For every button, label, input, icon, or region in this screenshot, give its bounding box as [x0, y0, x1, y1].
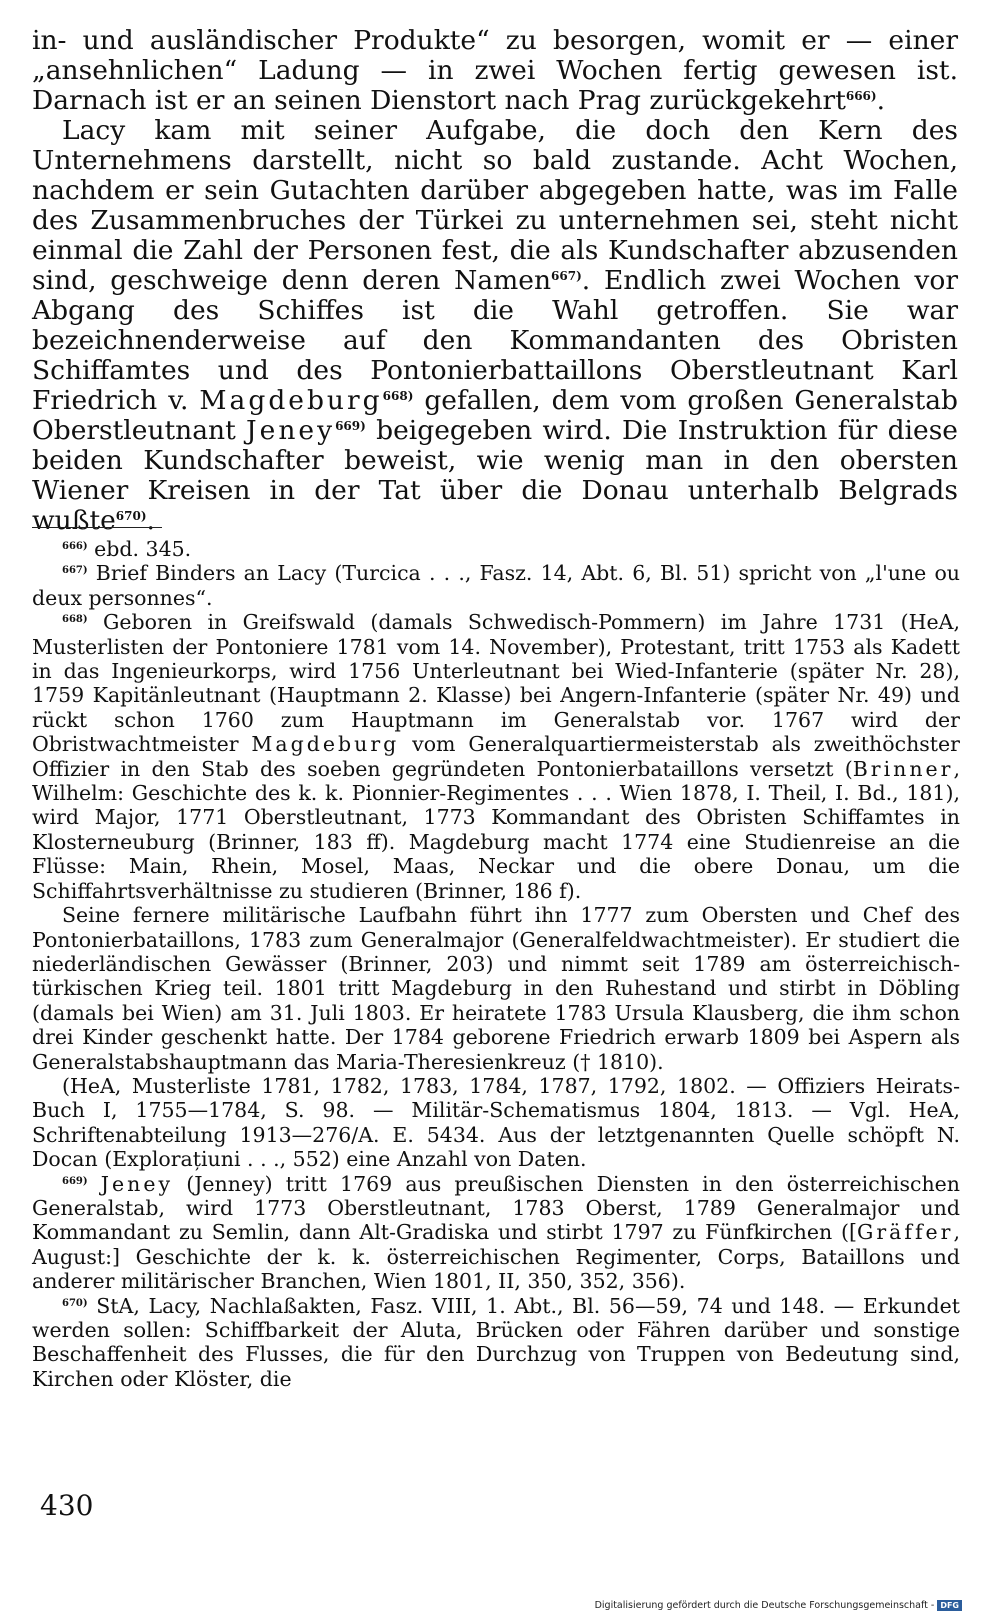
footnote-666: $^{666)}$ ebd. 345. [62, 537, 192, 561]
main-text [32, 26, 958, 536]
name-jeney: Jeney [246, 415, 336, 446]
footnote-ref-670[interactable]: 670) [115, 509, 147, 523]
footnote-668-continued: Seine fernere militärische Laufbahn führt ihn 1777 zum Obersten und Chef des Pontonierbataillons, 1783 zum Generalmajor (Generalfeldwachtmeister). Er studiert die niederländischen Gewässer (Brinner, 203) und nimmt seit 1789 am österreichisch-türkischen Krieg teil. 1801 tritt Magdeburg in den Ruhestand und stirbt in Döbling (damals bei Wien) am 31. Juli 1803. Er heiratete 1783 Ursula Klausberg, die ihm schon drei Kinder geschenkt hatte. Der 1784 geborene Friedrich erwarb 1809 bei Aspern als Generalstabshauptmann das Maria-Theresienkreuz († 1810). [32, 903, 960, 1074]
footnote-667: $^{667)}$ Brief Binders an Lacy (Turcica . . ., Fasz. 14, Abt. 6, Bl. 51) spricht von „l'une ou deux personnes“. [32, 561, 960, 610]
footnote-670: $^{670)}$ StA, Lacy, Nachlaßakten, Fasz. VIII, 1. Abt., Bl. 56—59, 74 und 148. — Erkundet werden sollen: Schiffbarkeit der Aluta, Brücken oder Fähren darüber und sonstige Beschaffenheit des Flusses, die für den Durchzug von Truppen von Bedeutung sind, Kirchen oder Klöster, die [32, 1293, 960, 1391]
footnote-ref-666[interactable]: 666) [845, 89, 877, 103]
footnote-668-sources: (HeA, Musterliste 1781, 1782, 1783, 1784, 1787, 1792, 1802. — Offiziers Heirats-Buch I, 1755—1784, S. 98. — Militär-Schematismus 1804, 1813. — Vgl. HeA, Schriftenabteilung 1913—276/A. E. 5434. Aus der letztgenannten Quelle schöpft N. Docan (Explorațiuni . . ., 552) eine Anzahl von Daten. [32, 1073, 960, 1172]
digitization-credit [595, 1597, 962, 1613]
footnote-ref-669[interactable]: 669) [335, 419, 366, 433]
footnote-ref-667[interactable]: 667) [551, 269, 582, 283]
footnote-668: $^{668)}$ Geboren in Greifswald (damals Schwedisch-Pommern) im Jahre 1731 (HeA, Musterlisten der Pontoniere 1781 vom 14. November), Protestant, tritt 1753 als Kadett in das Ingenieurkorps, wird 1756 Unterleutnant bei Wied-Infanterie (später Nr. 28), 1759 Kapitänleutnant (Hauptmann 2. Klasse) bei Angern-Infanterie (später Nr. 49) und rückt schon 1760 zum Hauptmann im Generalstab vor. 1767 wird der Obristwachtmeister Magdeburg vom Generalquartiermeisterstab als zweithöchster Offizier in den Stab des soeben gegründeten Pontonierbataillons versetzt (Brinner, Wilhelm: Geschichte des k. k. Pionnier-Regimentes . . . Wien 1878, I. Theil, I. Bd., 181), wird Major, 1771 Oberstleutnant, 1773 Kommandant des Obristen Schiffamtes in Klosterneuburg (Brinner, 183 ff). Magdeburg macht 1774 eine Studienreise an die Flüsse: Main, Rhein, Mosel, Maas, Neckar und die obere Donau, um die Schiffahrtsverhältnisse zu studieren (Brinner, 186 f). [32, 610, 960, 903]
name-magdeburg: Magdeburg [199, 385, 383, 416]
footnote-ref-668[interactable]: 668) [382, 389, 414, 403]
paragraph-2: Lacy kam mit seiner Aufgabe, die doch den Kern des Unternehmens darstellt, nicht so bald zustande. Acht Wochen, nachdem er sein Gutachten darüber abgegeben hatte, was im Falle des Zusammenbruches der Türkei zu unternehmen sei, steht nicht einmal die Zahl der Personen fest, die als Kundschafter abzusenden sind, geschweige denn deren Namen$^{667)}$. Endlich zwei Wochen vor Abgang des Schiffes ist die Wahl getroffen. Sie war bezeichnenderweise auf den Kommandanten des Obristen Schiffamtes und des Pontonierbattaillons Oberstleutnant Karl Friedrich v. Magdeburg$^{668)}$ gefallen, dem vom großen Generalstab Oberstleutnant Jeney$^{669)}$ beigegeben wird. Die Instruktion für diese beiden Kundschafter beweist, wie wenig man in den obersten Wiener Kreisen in der Tat über die Donau unterhalb Belgrads wußte$^{670)}$. [32, 115, 958, 536]
footnote-669: $^{669)}$ Jeney (Jenney) tritt 1769 aus preußischen Diensten in den österreichischen Generalstab, wird 1773 Oberstleutnant, 1783 Oberst, 1789 Generalmajor und Kommandant zu Semlin, dann Alt-Gradiska und stirbt 1797 zu Fünfkirchen ([Gräffer, August:] Geschichte der k. k. österreichischen Regimenter, Corps, Bataillons und anderer militärischer Branchen, Wien 1801, II, 350, 352, 356). [32, 1171, 960, 1294]
dfg-logo-icon: DFG [937, 1600, 962, 1611]
page-number: 430 [40, 1489, 94, 1522]
credit-text: Digitalisierung gefördert durch die Deutsche Forschungsgemeinschaft - [594, 1599, 935, 1611]
paragraph-1: in- und ausländischer Produkte“ zu besorgen, womit er — einer „ansehnlichen“ Ladung — in zwei Wochen fertig gewesen ist. Darnach ist er an seinen Dienstort nach Prag zurückgekehrt$^{666)}$. [32, 25, 958, 116]
footnote-divider [32, 527, 162, 528]
footnotes [32, 537, 960, 1391]
